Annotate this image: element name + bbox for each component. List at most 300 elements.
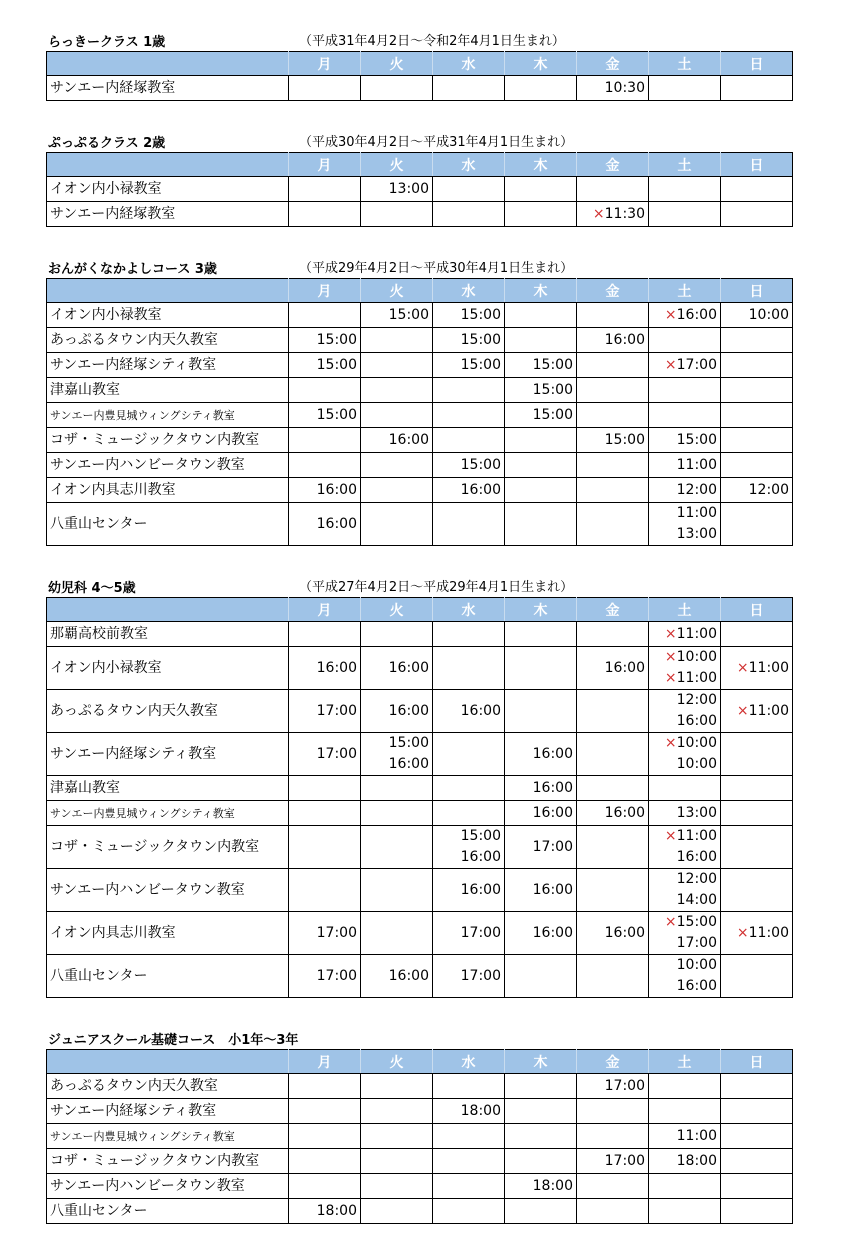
- section-header: [46, 568, 794, 597]
- closed-mark-icon: ×: [664, 735, 677, 751]
- lesson-time: 15:00: [460, 306, 501, 323]
- time-cell: [577, 177, 649, 202]
- time-cell: [505, 76, 577, 101]
- timetable: [46, 278, 793, 546]
- time-cell: [433, 328, 505, 353]
- lesson-time-text: 11:00: [748, 659, 789, 676]
- time-cell: [289, 622, 361, 647]
- time-cell: [505, 647, 577, 690]
- time-cell: [505, 303, 577, 328]
- lesson-time: 17:00: [316, 745, 357, 762]
- weekday-header: 日: [721, 1050, 793, 1074]
- time-cell: [649, 403, 721, 428]
- header-blank-cell: [47, 1050, 289, 1074]
- time-cell: [505, 177, 577, 202]
- lesson-time: 16:00: [532, 804, 573, 821]
- time-cell: [289, 801, 361, 826]
- time-cell: [361, 690, 433, 733]
- lesson-time: 15:00: [460, 331, 501, 348]
- classroom-name: イオン内具志川教室: [47, 912, 289, 955]
- time-cell: [289, 202, 361, 227]
- classroom-row: [47, 1199, 793, 1224]
- time-cell: [505, 622, 577, 647]
- time-cell: [577, 1074, 649, 1099]
- time-cell: [649, 733, 721, 776]
- time-cell: [505, 1174, 577, 1199]
- closed-mark-icon: ×: [664, 670, 677, 686]
- classroom-row: [47, 869, 793, 912]
- time-cell: [577, 869, 649, 912]
- time-cell: [505, 353, 577, 378]
- time-cell: [361, 801, 433, 826]
- lesson-time-text: 15:00: [676, 914, 717, 930]
- time-cell: [577, 690, 649, 733]
- time-cell: [361, 403, 433, 428]
- weekday-header-row: [47, 153, 793, 177]
- time-cell: [721, 955, 793, 998]
- time-cell: [361, 378, 433, 403]
- time-cell: [577, 202, 649, 227]
- lesson-time: [649, 826, 717, 847]
- weekday-header: 水: [433, 598, 505, 622]
- time-cell: [721, 353, 793, 378]
- lesson-time: 16:00: [316, 481, 357, 498]
- time-cell: [361, 869, 433, 912]
- time-cell: [649, 1074, 721, 1099]
- time-cell: [433, 202, 505, 227]
- lesson-time: 17:00: [316, 924, 357, 941]
- weekday-header: 金: [577, 279, 649, 303]
- weekday-header: 木: [505, 598, 577, 622]
- weekday-header: 木: [505, 279, 577, 303]
- time-cell: [649, 478, 721, 503]
- time-cell: [361, 353, 433, 378]
- classroom-name: サンエー内豊見城ウィングシティ教室: [47, 403, 289, 428]
- time-cell: [433, 1174, 505, 1199]
- time-cell: [361, 453, 433, 478]
- time-cell: [361, 202, 433, 227]
- time-cell: [361, 776, 433, 801]
- time-cell: [433, 647, 505, 690]
- lesson-time: 16:00: [532, 881, 573, 898]
- lesson-time: 15:00: [388, 735, 429, 751]
- time-cell: [289, 177, 361, 202]
- time-cell: [649, 202, 721, 227]
- lesson-time-text: 11:00: [676, 625, 717, 642]
- time-cell: [577, 428, 649, 453]
- lesson-time: [721, 658, 789, 679]
- time-cell: [721, 1174, 793, 1199]
- section-header: [46, 22, 794, 51]
- time-cell: [577, 76, 649, 101]
- classroom-row: [47, 503, 793, 546]
- lesson-time: 16:00: [460, 702, 501, 719]
- section-title: おんがくなかよしコース 3歳: [48, 262, 217, 277]
- lesson-time: 15:00: [316, 406, 357, 423]
- classroom-row: [47, 1099, 793, 1124]
- weekday-header: 土: [649, 52, 721, 76]
- time-cell: [649, 647, 721, 690]
- closed-mark-icon: ×: [664, 306, 677, 323]
- time-cell: [721, 622, 793, 647]
- weekday-header: 月: [289, 52, 361, 76]
- lesson-time: 12:00: [676, 481, 717, 498]
- time-cell: [505, 403, 577, 428]
- classroom-name: サンエー内経塚教室: [47, 76, 289, 101]
- time-cell: [505, 202, 577, 227]
- time-cell: [577, 912, 649, 955]
- class-section: [46, 249, 794, 546]
- time-cell: [433, 503, 505, 546]
- lesson-time: [649, 733, 717, 754]
- time-cell: [433, 378, 505, 403]
- closed-mark-icon: ×: [664, 649, 677, 665]
- time-cell: [505, 1099, 577, 1124]
- time-cell: [361, 177, 433, 202]
- lesson-time: [649, 668, 717, 689]
- time-cell: [721, 453, 793, 478]
- time-cell: [505, 955, 577, 998]
- time-cell: [577, 826, 649, 869]
- weekday-header: 金: [577, 153, 649, 177]
- weekday-header: 土: [649, 598, 721, 622]
- lesson-time: [649, 355, 717, 376]
- time-cell: [289, 378, 361, 403]
- header-blank-cell: [47, 153, 289, 177]
- time-cell: [433, 622, 505, 647]
- time-cell: [577, 801, 649, 826]
- time-cell: [433, 869, 505, 912]
- lesson-time: [577, 204, 645, 225]
- time-cell: [361, 955, 433, 998]
- time-cell: [289, 955, 361, 998]
- classroom-row: [47, 303, 793, 328]
- lesson-time: 10:00: [676, 957, 717, 973]
- lesson-time: 11:00: [676, 505, 717, 521]
- time-cell: [649, 1149, 721, 1174]
- time-cell: [289, 478, 361, 503]
- time-cell: [721, 403, 793, 428]
- weekday-header: 土: [649, 1050, 721, 1074]
- lesson-time: 16:00: [604, 659, 645, 676]
- time-cell: [289, 1174, 361, 1199]
- lesson-time: 15:00: [604, 431, 645, 448]
- lesson-time: [721, 701, 789, 722]
- time-cell: [577, 776, 649, 801]
- section-title: ジュニアスクール基礎コース 小1年～3年: [48, 1033, 299, 1048]
- classroom-name: 八重山センター: [47, 503, 289, 546]
- time-cell: [361, 1124, 433, 1149]
- lesson-time: 15:00: [460, 456, 501, 473]
- weekday-header: 土: [649, 153, 721, 177]
- lesson-time: 15:00: [460, 356, 501, 373]
- header-blank-cell: [47, 279, 289, 303]
- time-cell: [721, 826, 793, 869]
- time-cell: [361, 328, 433, 353]
- time-cell: [289, 826, 361, 869]
- lesson-time: 17:00: [532, 838, 573, 855]
- lesson-time: 10:00: [748, 306, 789, 323]
- time-cell: [505, 733, 577, 776]
- time-cell: [649, 1099, 721, 1124]
- classroom-row: [47, 1124, 793, 1149]
- lesson-time: 16:00: [460, 849, 501, 865]
- birth-date-range: （平成30年4月2日～平成31年4月1日生まれ）: [299, 135, 574, 150]
- time-cell: [361, 303, 433, 328]
- time-cell: [649, 826, 721, 869]
- lesson-time: 18:00: [460, 1102, 501, 1119]
- time-cell: [289, 1099, 361, 1124]
- time-cell: [577, 647, 649, 690]
- time-cell: [361, 622, 433, 647]
- classroom-row: [47, 955, 793, 998]
- time-cell: [649, 690, 721, 733]
- time-cell: [361, 503, 433, 546]
- lesson-time: 16:00: [604, 804, 645, 821]
- lesson-time-text: 16:00: [676, 306, 717, 323]
- time-cell: [505, 1124, 577, 1149]
- time-cell: [721, 303, 793, 328]
- weekday-header: 日: [721, 279, 793, 303]
- time-cell: [505, 826, 577, 869]
- time-cell: [289, 1149, 361, 1174]
- classroom-row: [47, 328, 793, 353]
- classroom-row: [47, 647, 793, 690]
- class-section: [46, 1020, 794, 1224]
- time-cell: [721, 428, 793, 453]
- classroom-row: [47, 1074, 793, 1099]
- time-cell: [289, 303, 361, 328]
- classroom-name: サンエー内経塚シティ教室: [47, 1099, 289, 1124]
- weekday-header: 水: [433, 153, 505, 177]
- time-cell: [289, 328, 361, 353]
- time-cell: [577, 478, 649, 503]
- time-cell: [433, 353, 505, 378]
- time-cell: [721, 733, 793, 776]
- time-cell: [649, 303, 721, 328]
- lesson-time: [649, 647, 717, 668]
- time-cell: [721, 378, 793, 403]
- lesson-time: 11:00: [676, 456, 717, 473]
- time-cell: [433, 453, 505, 478]
- lesson-time: 15:00: [532, 356, 573, 373]
- time-cell: [721, 1149, 793, 1174]
- time-cell: [577, 733, 649, 776]
- weekday-header: 木: [505, 1050, 577, 1074]
- time-cell: [721, 1199, 793, 1224]
- time-cell: [433, 912, 505, 955]
- time-cell: [433, 1074, 505, 1099]
- time-cell: [361, 428, 433, 453]
- classroom-name: サンエー内豊見城ウィングシティ教室: [47, 1124, 289, 1149]
- lesson-time: 13:00: [388, 180, 429, 197]
- lesson-time: 11:00: [676, 1127, 717, 1144]
- lesson-time: [649, 624, 717, 645]
- weekday-header: 火: [361, 1050, 433, 1074]
- time-cell: [433, 826, 505, 869]
- lesson-time: 16:00: [388, 967, 429, 984]
- lesson-time: 16:00: [604, 924, 645, 941]
- lesson-time: 13:00: [676, 526, 717, 542]
- lesson-time: 10:00: [676, 756, 717, 772]
- time-cell: [289, 869, 361, 912]
- time-cell: [721, 647, 793, 690]
- time-cell: [433, 776, 505, 801]
- time-cell: [649, 1174, 721, 1199]
- classroom-name: 八重山センター: [47, 1199, 289, 1224]
- time-cell: [289, 776, 361, 801]
- section-header: [46, 123, 794, 152]
- time-cell: [433, 801, 505, 826]
- classroom-row: [47, 353, 793, 378]
- time-cell: [433, 690, 505, 733]
- time-cell: [361, 1149, 433, 1174]
- classroom-row: [47, 378, 793, 403]
- lesson-time: 15:00: [316, 331, 357, 348]
- time-cell: [289, 428, 361, 453]
- time-cell: [649, 1199, 721, 1224]
- lesson-time: 16:00: [676, 849, 717, 865]
- closed-mark-icon: ×: [664, 914, 677, 930]
- timetable: [46, 1049, 793, 1224]
- birth-date-range: （平成29年4月2日～平成30年4月1日生まれ）: [299, 261, 574, 276]
- classroom-name: 八重山センター: [47, 955, 289, 998]
- time-cell: [433, 177, 505, 202]
- classroom-row: [47, 202, 793, 227]
- time-cell: [289, 453, 361, 478]
- time-cell: [649, 776, 721, 801]
- lesson-time: 16:00: [604, 331, 645, 348]
- lesson-time: 16:00: [388, 756, 429, 772]
- lesson-time: [649, 912, 717, 933]
- time-cell: [289, 353, 361, 378]
- classroom-name: 那覇高校前教室: [47, 622, 289, 647]
- time-cell: [433, 76, 505, 101]
- classroom-row: [47, 453, 793, 478]
- class-section: [46, 22, 794, 101]
- lesson-time: 12:00: [748, 481, 789, 498]
- time-cell: [505, 428, 577, 453]
- lesson-time-text: 10:00: [676, 649, 717, 665]
- time-cell: [577, 403, 649, 428]
- lesson-time-text: 11:00: [676, 828, 717, 844]
- lesson-time: 16:00: [460, 881, 501, 898]
- time-cell: [433, 955, 505, 998]
- weekday-header-row: [47, 1050, 793, 1074]
- weekday-header: 月: [289, 279, 361, 303]
- weekday-header: 金: [577, 52, 649, 76]
- classroom-row: [47, 912, 793, 955]
- lesson-time: 16:00: [532, 779, 573, 796]
- time-cell: [649, 622, 721, 647]
- time-cell: [289, 403, 361, 428]
- classroom-row: [47, 1149, 793, 1174]
- lesson-time: 17:00: [676, 935, 717, 951]
- classroom-row: [47, 403, 793, 428]
- time-cell: [577, 1099, 649, 1124]
- weekday-header: 水: [433, 1050, 505, 1074]
- closed-mark-icon: ×: [736, 659, 749, 676]
- weekday-header: 月: [289, 153, 361, 177]
- time-cell: [361, 733, 433, 776]
- time-cell: [577, 353, 649, 378]
- classroom-name: コザ・ミュージックタウン内教室: [47, 1149, 289, 1174]
- time-cell: [721, 202, 793, 227]
- lesson-time: 18:00: [532, 1177, 573, 1194]
- time-cell: [721, 478, 793, 503]
- time-cell: [433, 1199, 505, 1224]
- time-cell: [649, 869, 721, 912]
- time-cell: [721, 869, 793, 912]
- time-cell: [577, 955, 649, 998]
- weekday-header: 木: [505, 52, 577, 76]
- time-cell: [505, 478, 577, 503]
- classroom-name: サンエー内ハンビータウン教室: [47, 1174, 289, 1199]
- time-cell: [721, 76, 793, 101]
- classroom-name: イオン内小禄教室: [47, 647, 289, 690]
- time-cell: [505, 1149, 577, 1174]
- time-cell: [433, 428, 505, 453]
- lesson-time: 17:00: [316, 967, 357, 984]
- weekday-header: 火: [361, 153, 433, 177]
- time-cell: [433, 1149, 505, 1174]
- lesson-time-text: 11:00: [676, 670, 717, 686]
- time-cell: [361, 76, 433, 101]
- lesson-time: 15:00: [532, 381, 573, 398]
- time-cell: [577, 453, 649, 478]
- section-header: [46, 249, 794, 278]
- time-cell: [289, 1124, 361, 1149]
- time-cell: [649, 955, 721, 998]
- weekday-header: 金: [577, 598, 649, 622]
- time-cell: [721, 912, 793, 955]
- schedule-sheet: [46, 22, 794, 1246]
- lesson-time-text: 17:00: [676, 356, 717, 373]
- time-cell: [577, 622, 649, 647]
- lesson-time: 17:00: [604, 1152, 645, 1169]
- time-cell: [649, 328, 721, 353]
- time-cell: [721, 776, 793, 801]
- classroom-row: [47, 478, 793, 503]
- time-cell: [433, 733, 505, 776]
- time-cell: [577, 303, 649, 328]
- time-cell: [577, 328, 649, 353]
- lesson-time: 17:00: [604, 1077, 645, 1094]
- header-blank-cell: [47, 598, 289, 622]
- closed-mark-icon: ×: [592, 205, 605, 222]
- lesson-time: 16:00: [316, 515, 357, 532]
- time-cell: [433, 1099, 505, 1124]
- class-section: [46, 568, 794, 998]
- time-cell: [505, 776, 577, 801]
- classroom-row: [47, 177, 793, 202]
- classroom-name: あっぷるタウン内天久教室: [47, 328, 289, 353]
- lesson-time: 17:00: [460, 924, 501, 941]
- classroom-name: あっぷるタウン内天久教室: [47, 690, 289, 733]
- weekday-header: 金: [577, 1050, 649, 1074]
- lesson-time: 16:00: [388, 659, 429, 676]
- classroom-name: サンエー内ハンビータウン教室: [47, 869, 289, 912]
- closed-mark-icon: ×: [736, 702, 749, 719]
- lesson-time: 12:00: [676, 871, 717, 887]
- classroom-name: イオン内具志川教室: [47, 478, 289, 503]
- weekday-header: 火: [361, 52, 433, 76]
- lesson-time: 12:00: [676, 692, 717, 708]
- classroom-row: [47, 428, 793, 453]
- lesson-time: 16:00: [532, 745, 573, 762]
- time-cell: [289, 1074, 361, 1099]
- time-cell: [577, 1199, 649, 1224]
